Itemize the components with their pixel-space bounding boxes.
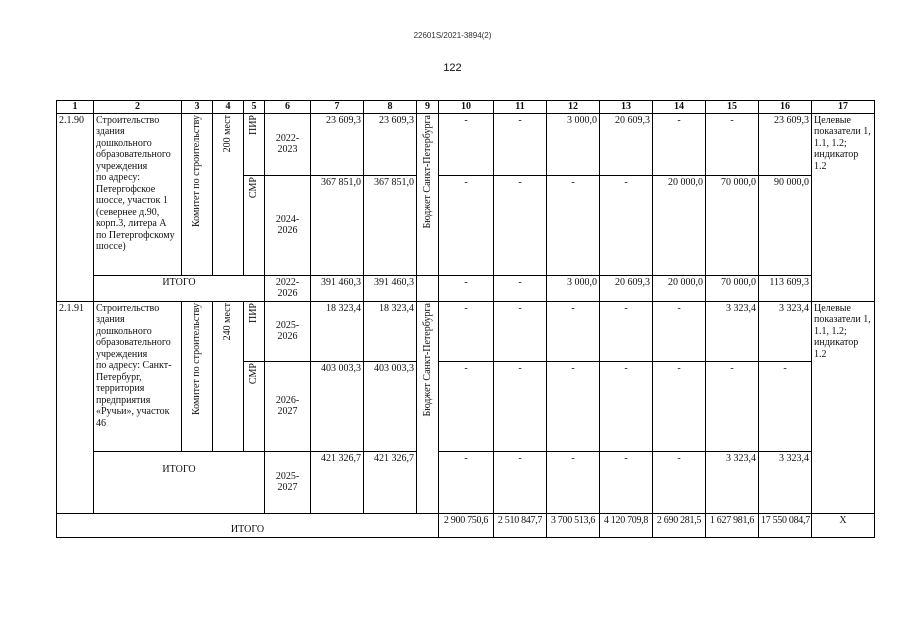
- subtotal-row: [57, 451, 875, 513]
- value-cell: -: [600, 175, 653, 275]
- value-cell: -: [494, 175, 547, 275]
- value-cell: -: [600, 451, 653, 513]
- col-header: 13: [600, 101, 653, 114]
- executor-label: Комитет по строительству: [191, 302, 203, 415]
- col-header: 2: [94, 101, 182, 114]
- col-header: 16: [759, 101, 812, 114]
- grand-total-value: 2 690 281,5: [653, 513, 706, 537]
- value-cell: 3 323,4: [706, 451, 759, 513]
- value-cell: 20 609,3: [600, 275, 653, 301]
- stage-cell: [244, 301, 265, 361]
- value-cell: 20 609,3: [600, 113, 653, 175]
- executor-cell: [182, 113, 213, 275]
- budget-source-label: Бюджет Санкт-Петербурга: [421, 302, 433, 416]
- value-cell: 23 609,3: [364, 113, 417, 175]
- object-title: Строительство здания дошкольного образовательного учреждения: [96, 302, 171, 360]
- period-cell: 2022-2026: [265, 275, 311, 301]
- stage-label: СМР: [248, 176, 260, 198]
- value-cell: -: [706, 361, 759, 451]
- value-cell: -: [439, 301, 494, 361]
- grand-total-value: 2 510 847,7: [494, 513, 547, 537]
- table-row: [57, 301, 875, 361]
- subtotal-label: ИТОГО: [94, 451, 265, 513]
- value-cell: -: [653, 301, 706, 361]
- value-cell: 3 323,4: [706, 301, 759, 361]
- stage-label: СМР: [248, 362, 260, 384]
- column-header-row: [57, 101, 875, 114]
- stage-cell: [244, 175, 265, 275]
- value-cell: 403 003,3: [364, 361, 417, 451]
- subtotal-label: ИТОГО: [94, 275, 265, 301]
- capacity-label: 200 мест: [222, 114, 234, 152]
- value-cell: 3 323,4: [759, 301, 812, 361]
- value-cell: 391 460,3: [364, 275, 417, 301]
- grand-total-value: 1 627 981,6: [706, 513, 759, 537]
- col-header: 4: [213, 101, 244, 114]
- value-cell: -: [653, 113, 706, 175]
- grand-total-value: 17 550 084,7: [759, 513, 812, 537]
- col-header: 3: [182, 101, 213, 114]
- period-cell: 2026-2027: [265, 361, 311, 451]
- period-cell: 2025-2027: [265, 451, 311, 513]
- value-cell: 70 000,0: [706, 275, 759, 301]
- value-cell: -: [547, 451, 600, 513]
- grand-total-value: 2 900 750,6: [439, 513, 494, 537]
- period-cell: 2024-2026: [265, 175, 311, 275]
- budget-source-label: Бюджет Санкт-Петербурга: [421, 114, 433, 228]
- col-header: 10: [439, 101, 494, 114]
- executor-label: Комитет по строительству: [191, 114, 203, 227]
- empty-cell: [417, 275, 439, 301]
- col-header: 5: [244, 101, 265, 114]
- budget-source-cell: [417, 301, 439, 513]
- stage-label: ПИР: [248, 302, 260, 323]
- object-address: по адресу: Петергофское шоссе, участок 1 (севернее д.90, корп.3, литера А по Петергофскому шоссе): [96, 172, 175, 252]
- value-cell: 20 000,0: [653, 175, 706, 275]
- value-cell: -: [547, 301, 600, 361]
- subtotal-row: [57, 275, 875, 301]
- value-cell: -: [439, 275, 494, 301]
- value-cell: -: [600, 301, 653, 361]
- value-cell: -: [494, 113, 547, 175]
- value-cell: -: [439, 113, 494, 175]
- stage-label: ПИР: [248, 114, 260, 135]
- col-header: 12: [547, 101, 600, 114]
- value-cell: -: [494, 275, 547, 301]
- value-cell: 20 000,0: [653, 275, 706, 301]
- grand-total-row: [57, 513, 875, 537]
- capacity-cell: [213, 113, 244, 275]
- col-header: 8: [364, 101, 417, 114]
- value-cell: 90 000,0: [759, 175, 812, 275]
- value-cell: -: [439, 451, 494, 513]
- row-code: 2.1.90: [57, 113, 94, 301]
- capacity-label: 240 мест: [222, 302, 234, 340]
- value-cell: 421 326,7: [311, 451, 364, 513]
- value-cell: 113 609,3: [759, 275, 812, 301]
- col-header: 11: [494, 101, 547, 114]
- value-cell: -: [547, 175, 600, 275]
- object-address: по адресу: Санкт-Петербург, территория предприятия «Ручьи», участок 46: [96, 360, 172, 429]
- value-cell: -: [494, 451, 547, 513]
- col-header: 6: [265, 101, 311, 114]
- col-header: 1: [57, 101, 94, 114]
- grand-total-value: 3 700 513,6: [547, 513, 600, 537]
- document-id: 22601S/2021-3894(2): [413, 31, 492, 40]
- period-cell: 2022-2023: [265, 113, 311, 175]
- value-cell: 23 609,3: [311, 113, 364, 175]
- value-cell: -: [706, 113, 759, 175]
- table-row: [57, 113, 875, 175]
- capacity-cell: [213, 301, 244, 451]
- value-cell: -: [494, 301, 547, 361]
- value-cell: -: [439, 175, 494, 275]
- value-cell: -: [439, 361, 494, 451]
- value-cell: 23 609,3: [759, 113, 812, 175]
- page-number: 122: [443, 62, 462, 74]
- value-cell: -: [653, 451, 706, 513]
- target-indicators: Целевые показатели 1, 1.1, 1.2; индикатор 1.2: [812, 301, 875, 513]
- object-title: Строительство здания дошкольного образовательного учреждения: [96, 114, 171, 172]
- grand-total-value: 4 120 709,8: [600, 513, 653, 537]
- budget-source-cell: [417, 113, 439, 275]
- col-header: 9: [417, 101, 439, 114]
- value-cell: 18 323,4: [364, 301, 417, 361]
- executor-cell: [182, 301, 213, 451]
- object-description: [94, 113, 182, 275]
- row-code: 2.1.91: [57, 301, 94, 513]
- value-cell: 391 460,3: [311, 275, 364, 301]
- target-indicators: Целевые показатели 1, 1.1, 1.2; индикатор 1.2: [812, 113, 875, 301]
- value-cell: 3 000,0: [547, 275, 600, 301]
- value-cell: 367 851,0: [311, 175, 364, 275]
- value-cell: 421 326,7: [364, 451, 417, 513]
- value-cell: -: [759, 361, 812, 451]
- budget-table: [56, 100, 875, 538]
- value-cell: 18 323,4: [311, 301, 364, 361]
- col-header: 7: [311, 101, 364, 114]
- object-description: [94, 301, 182, 451]
- stage-cell: [244, 361, 265, 451]
- value-cell: -: [653, 361, 706, 451]
- value-cell: 3 000,0: [547, 113, 600, 175]
- value-cell: -: [600, 361, 653, 451]
- value-cell: 3 323,4: [759, 451, 812, 513]
- value-cell: -: [547, 361, 600, 451]
- value-cell: 403 003,3: [311, 361, 364, 451]
- value-cell: -: [494, 361, 547, 451]
- value-cell: 70 000,0: [706, 175, 759, 275]
- grand-total-label: ИТОГО: [57, 513, 439, 537]
- value-cell: 367 851,0: [364, 175, 417, 275]
- stage-cell: [244, 113, 265, 175]
- period-cell: 2025-2026: [265, 301, 311, 361]
- col-header: 17: [812, 101, 875, 114]
- col-header: 14: [653, 101, 706, 114]
- grand-total-mark: Х: [812, 513, 875, 537]
- col-header: 15: [706, 101, 759, 114]
